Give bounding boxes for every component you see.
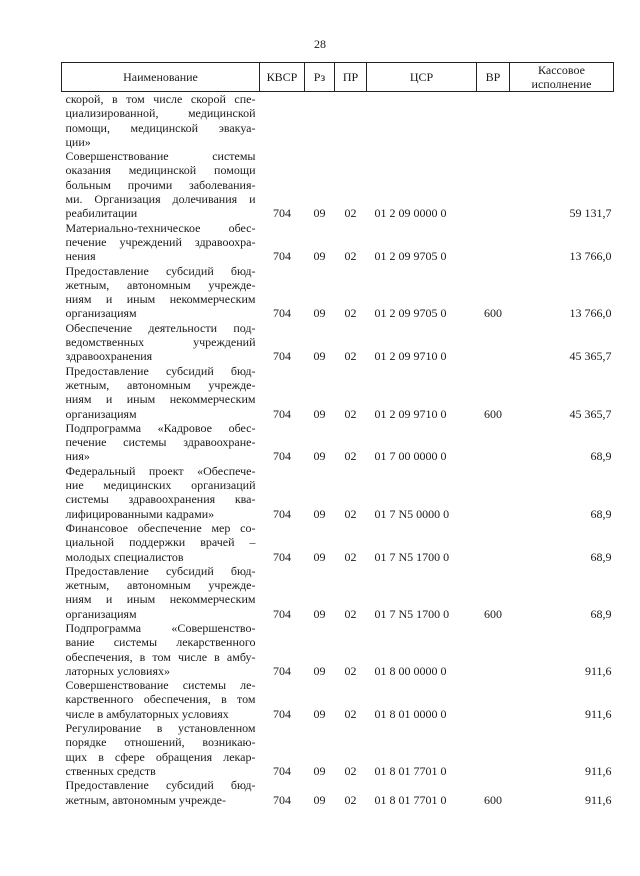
header-pr: ПР <box>335 63 367 92</box>
row-rz: 09 <box>313 606 326 621</box>
header-vr: ВР <box>477 63 510 92</box>
row-name-line: ми. Организация долечивания и <box>65 192 256 207</box>
row-rz: 09 <box>313 449 326 464</box>
header-csr: ЦСР <box>367 63 477 92</box>
row-vr <box>477 521 510 564</box>
row-rz: 09 <box>313 663 326 678</box>
row-name-line: Совершенствование системы <box>65 149 256 164</box>
row-kvsr: 704 <box>273 549 291 564</box>
row-pr <box>335 92 367 150</box>
table-row <box>62 621 614 678</box>
table-row <box>62 721 614 778</box>
row-pr: 02 <box>344 206 357 221</box>
header-rz: Рз <box>305 63 335 92</box>
row-name-line: больным прочими заболевания- <box>65 177 256 192</box>
row-sum: 911,6 <box>584 663 612 678</box>
row-sum: 13 766,0 <box>569 306 612 321</box>
row-vr <box>477 321 510 364</box>
row-name <box>62 564 260 621</box>
row-name-line: помощи, медицинской эвакуа- <box>65 120 256 135</box>
row-pr: 02 <box>344 449 357 464</box>
row-pr: 02 <box>344 763 357 778</box>
row-csr: 01 8 01 0000 0 <box>374 706 447 721</box>
table-row <box>62 92 614 150</box>
row-kvsr: 704 <box>273 606 291 621</box>
row-rz: 09 <box>313 306 326 321</box>
row-sum: 68,9 <box>590 506 612 521</box>
row-name-line: жетным, автономным учрежде- <box>65 277 256 292</box>
row-name-line: ведомственных учреждений <box>65 335 256 350</box>
row-sum: 911,6 <box>584 763 612 778</box>
row-vr <box>477 678 510 721</box>
row-rz: 09 <box>313 506 326 521</box>
row-name <box>62 678 260 721</box>
row-kvsr: 704 <box>273 506 291 521</box>
row-pr: 02 <box>344 249 357 264</box>
table-header-row <box>62 63 614 92</box>
row-vr: 600 <box>484 606 502 621</box>
row-name-line: скорой, в том числе скорой спе- <box>65 92 256 106</box>
row-name-line: системы здравоохранения ква- <box>65 492 256 507</box>
row-csr: 01 8 01 7701 0 <box>374 792 447 807</box>
row-sum: 68,9 <box>590 606 612 621</box>
row-name-line: жетным, автономным учрежде- <box>65 578 256 593</box>
row-sum: 68,9 <box>590 549 612 564</box>
row-csr: 01 8 01 7701 0 <box>374 763 447 778</box>
row-sum: 45 365,7 <box>569 406 612 421</box>
budget-execution-table <box>61 62 614 807</box>
row-sum: 911,6 <box>584 792 612 807</box>
row-name-line: Предоставление субсидий бюд- <box>65 363 256 378</box>
row-vr <box>477 721 510 778</box>
table-row <box>62 521 614 564</box>
table-row <box>62 149 614 220</box>
row-vr <box>477 221 510 264</box>
row-vr <box>477 92 510 150</box>
row-csr: 01 7 N5 1700 0 <box>374 606 450 621</box>
table-row <box>62 421 614 464</box>
row-name-line: оказания медицинской помощи <box>65 163 256 178</box>
row-name-line: ние медицинских организаций <box>65 478 256 493</box>
row-vr: 600 <box>484 406 502 421</box>
row-rz: 09 <box>313 549 326 564</box>
row-pr: 02 <box>344 706 357 721</box>
row-csr: 01 7 N5 0000 0 <box>374 506 450 521</box>
row-kvsr: 704 <box>273 706 291 721</box>
row-name-line: ственных средств <box>65 763 156 778</box>
row-kvsr: 704 <box>273 663 291 678</box>
row-kvsr: 704 <box>273 306 291 321</box>
row-kvsr: 704 <box>273 406 291 421</box>
row-name-line: циализированной, медицинской <box>65 106 256 121</box>
row-rz: 09 <box>313 706 326 721</box>
row-name-line: ния» <box>65 449 90 464</box>
row-name-line: жетным, автономным учрежде- <box>65 377 256 392</box>
row-name-line: организациям <box>65 606 137 621</box>
row-name <box>62 149 260 220</box>
row-vr <box>477 464 510 521</box>
row-csr: 01 7 00 0000 0 <box>374 449 447 464</box>
row-kvsr: 704 <box>273 249 291 264</box>
row-csr: 01 2 09 9705 0 <box>374 306 447 321</box>
row-sum: 68,9 <box>590 449 612 464</box>
row-pr: 02 <box>344 306 357 321</box>
row-name-line: карственного обеспечения, в том <box>65 692 256 707</box>
row-name-line: молодых специалистов <box>65 549 184 564</box>
row-name <box>62 264 260 321</box>
row-vr: 600 <box>484 792 502 807</box>
header-sum: Кассовое исполнение <box>510 63 614 92</box>
row-csr: 01 2 09 9710 0 <box>374 349 447 364</box>
row-name-line: циальной поддержки врачей – <box>65 535 256 550</box>
row-name-line: вание системы лекарственного <box>65 635 256 650</box>
row-name <box>62 364 260 421</box>
row-name-line: Предоставление субсидий бюд- <box>65 263 256 278</box>
row-name-line: числе в амбулаторных условиях <box>65 706 229 721</box>
table-row <box>62 264 614 321</box>
row-csr <box>367 92 477 150</box>
row-rz: 09 <box>313 206 326 221</box>
row-name-line: лифицированными кадрами» <box>65 506 215 521</box>
row-name-line: Предоставление субсидий бюд- <box>65 563 256 578</box>
row-csr: 01 2 09 9710 0 <box>374 406 447 421</box>
row-sum: 45 365,7 <box>569 349 612 364</box>
row-name <box>62 621 260 678</box>
row-name-line: жетным, автономным учрежде- <box>65 792 227 807</box>
row-name <box>62 92 260 150</box>
row-sum: 13 766,0 <box>569 249 612 264</box>
row-name-line: ниям и иным некоммерческим <box>65 592 256 607</box>
header-kvsr: КВСР <box>260 63 305 92</box>
row-rz: 09 <box>313 249 326 264</box>
row-name-line: здравоохранения <box>65 349 153 364</box>
table-body <box>62 92 614 807</box>
row-sum: 911,6 <box>584 706 612 721</box>
row-kvsr: 704 <box>273 449 291 464</box>
row-kvsr: 704 <box>273 349 291 364</box>
row-rz: 09 <box>313 406 326 421</box>
row-name-line: печение системы здравоохране- <box>65 435 256 450</box>
row-name-line: нения <box>65 249 96 264</box>
row-name-line: организациям <box>65 306 137 321</box>
row-csr: 01 8 00 0000 0 <box>374 663 447 678</box>
table-row <box>62 778 614 807</box>
row-name-line: щих в сфере обращения лекар- <box>65 749 256 764</box>
row-pr: 02 <box>344 663 357 678</box>
row-name-line: Подпрограмма «Совершенство- <box>65 620 256 635</box>
row-vr <box>477 421 510 464</box>
row-name-line: Предоставление субсидий бюд- <box>65 778 256 793</box>
row-vr <box>477 621 510 678</box>
row-name-line: Совершенствование системы ле- <box>65 678 256 693</box>
row-name <box>62 521 260 564</box>
row-csr: 01 2 09 0000 0 <box>374 206 447 221</box>
row-name-line: Финансовое обеспечение мер со- <box>65 520 256 535</box>
row-name-line: организациям <box>65 406 137 421</box>
page-number: 28 <box>314 37 326 51</box>
table-row <box>62 678 614 721</box>
row-rz: 09 <box>313 763 326 778</box>
row-sum <box>510 92 614 150</box>
row-name-line: реабилитации <box>65 206 138 221</box>
row-pr: 02 <box>344 349 357 364</box>
row-name-line: латорных условиях» <box>65 663 170 678</box>
row-name <box>62 778 260 807</box>
row-kvsr <box>260 92 305 150</box>
row-name <box>62 221 260 264</box>
header-name: Наименование <box>62 63 260 92</box>
row-kvsr: 704 <box>273 206 291 221</box>
row-csr: 01 2 09 9705 0 <box>374 249 447 264</box>
row-vr <box>477 149 510 220</box>
row-name-line: Обеспечение деятельности под- <box>65 320 256 335</box>
row-pr: 02 <box>344 506 357 521</box>
row-vr: 600 <box>484 306 502 321</box>
table-row <box>62 564 614 621</box>
row-name-line: печение учреждений здравоохра- <box>65 234 256 249</box>
row-sum: 59 131,7 <box>569 206 612 221</box>
row-csr: 01 7 N5 1700 0 <box>374 549 450 564</box>
row-rz <box>305 92 335 150</box>
row-name <box>62 721 260 778</box>
row-kvsr: 704 <box>273 763 291 778</box>
row-name-line: Регулирование в установленном <box>65 721 256 736</box>
row-pr: 02 <box>344 406 357 421</box>
row-kvsr: 704 <box>273 792 291 807</box>
row-name <box>62 464 260 521</box>
row-name-line: Федеральный проект «Обеспече- <box>65 463 256 478</box>
row-rz: 09 <box>313 349 326 364</box>
row-pr: 02 <box>344 606 357 621</box>
table-row <box>62 321 614 364</box>
row-name-line: обеспечения, в том числе в амбу- <box>65 649 256 664</box>
row-name-line: порядке отношений, возникаю- <box>65 735 256 750</box>
row-name-line: Подпрограмма «Кадровое обес- <box>65 420 256 435</box>
row-name <box>62 321 260 364</box>
row-pr: 02 <box>344 549 357 564</box>
table-row <box>62 464 614 521</box>
row-name-line: ции» <box>65 134 91 149</box>
row-name-line: ниям и иным некоммерческим <box>65 292 256 307</box>
table-row <box>62 221 614 264</box>
row-rz: 09 <box>313 792 326 807</box>
row-name <box>62 421 260 464</box>
table-row <box>62 364 614 421</box>
row-name-line: ниям и иным некоммерческим <box>65 392 256 407</box>
row-name-line: Материально-техническое обес- <box>65 220 256 235</box>
row-pr: 02 <box>344 792 357 807</box>
